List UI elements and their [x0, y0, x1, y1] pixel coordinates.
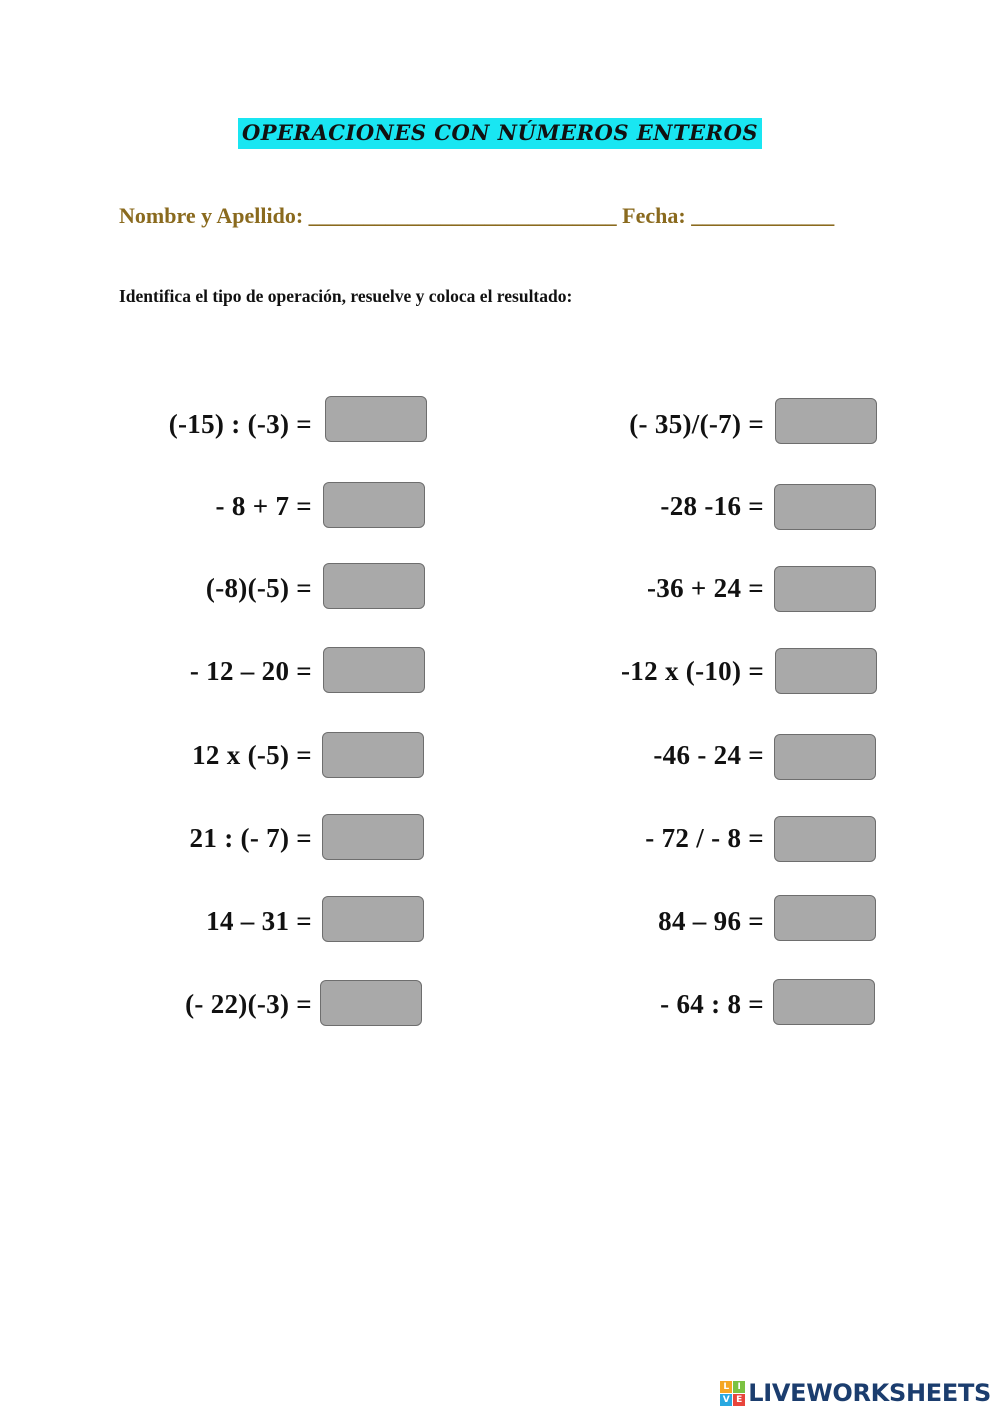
- name-blank: ____________________________: [308, 203, 617, 228]
- exercise-row: [400, 482, 764, 530]
- exercise-row: [0, 980, 312, 1028]
- exercise-row: [0, 400, 312, 448]
- answer-box[interactable]: [773, 979, 875, 1025]
- answer-box[interactable]: [775, 398, 877, 444]
- exercise-row: [0, 731, 312, 779]
- student-info-line: [119, 203, 879, 229]
- exercise-expression: - 12 – 20 =: [189, 656, 312, 686]
- exercise-expression: - 64 : 8 =: [660, 989, 764, 1019]
- exercise-expression: (-8)(-5) =: [205, 573, 312, 603]
- date-label: Fecha:: [622, 203, 686, 228]
- exercise-expression: - 8 + 7 =: [215, 491, 312, 521]
- exercise-expression: -46 - 24 =: [653, 740, 764, 770]
- answer-box[interactable]: [774, 484, 876, 530]
- exercise-expression: -36 + 24 =: [646, 573, 764, 603]
- exercise-expression: 12 x (-5) =: [192, 740, 312, 770]
- exercise-row: [400, 814, 764, 862]
- exercise-row: [400, 400, 764, 448]
- exercise-expression: -28 -16 =: [660, 491, 764, 521]
- page-title: OPERACIONES CON NÚMEROS ENTEROS: [238, 118, 762, 149]
- exercise-row: [400, 980, 764, 1028]
- logo-text: LIVEWORKSHEETS: [748, 1379, 991, 1407]
- exercise-row: [0, 482, 312, 530]
- answer-box[interactable]: [774, 816, 876, 862]
- exercise-expression: 84 – 96 =: [658, 906, 764, 936]
- exercise-expression: (- 35)/(-7) =: [629, 409, 764, 439]
- exercise-row: [400, 564, 764, 612]
- answer-box[interactable]: [774, 734, 876, 780]
- answer-box[interactable]: [775, 648, 877, 694]
- exercise-row: [400, 731, 764, 779]
- exercise-expression: 21 : (- 7) =: [189, 823, 312, 853]
- exercise-row: [0, 897, 312, 945]
- liveworksheets-logo[interactable]: [720, 1378, 991, 1408]
- exercise-expression: - 72 / - 8 =: [645, 823, 764, 853]
- logo-icon-tile: L: [720, 1381, 732, 1393]
- liveworksheets-logo-icon: [720, 1381, 745, 1406]
- logo-icon-tile: I: [733, 1381, 745, 1393]
- exercise-expression: (-15) : (-3) =: [168, 409, 312, 439]
- exercise-row: [400, 647, 764, 695]
- exercise-expression: (- 22)(-3) =: [185, 989, 312, 1019]
- exercise-row: [400, 897, 764, 945]
- title-container: [0, 118, 1000, 149]
- name-label: Nombre y Apellido:: [119, 203, 304, 228]
- exercise-expression: -12 x (-10) =: [621, 656, 764, 686]
- answer-box[interactable]: [774, 566, 876, 612]
- instructions: Identifica el tipo de operación, resuelve y coloca el resultado:: [119, 286, 573, 306]
- logo-icon-tile: E: [733, 1394, 745, 1406]
- exercise-row: [0, 564, 312, 612]
- exercise-expression: 14 – 31 =: [206, 906, 312, 936]
- logo-icon-tile: V: [720, 1394, 732, 1406]
- date-blank: _____________: [691, 203, 835, 228]
- answer-box[interactable]: [774, 895, 876, 941]
- exercise-row: [0, 647, 312, 695]
- exercise-row: [0, 814, 312, 862]
